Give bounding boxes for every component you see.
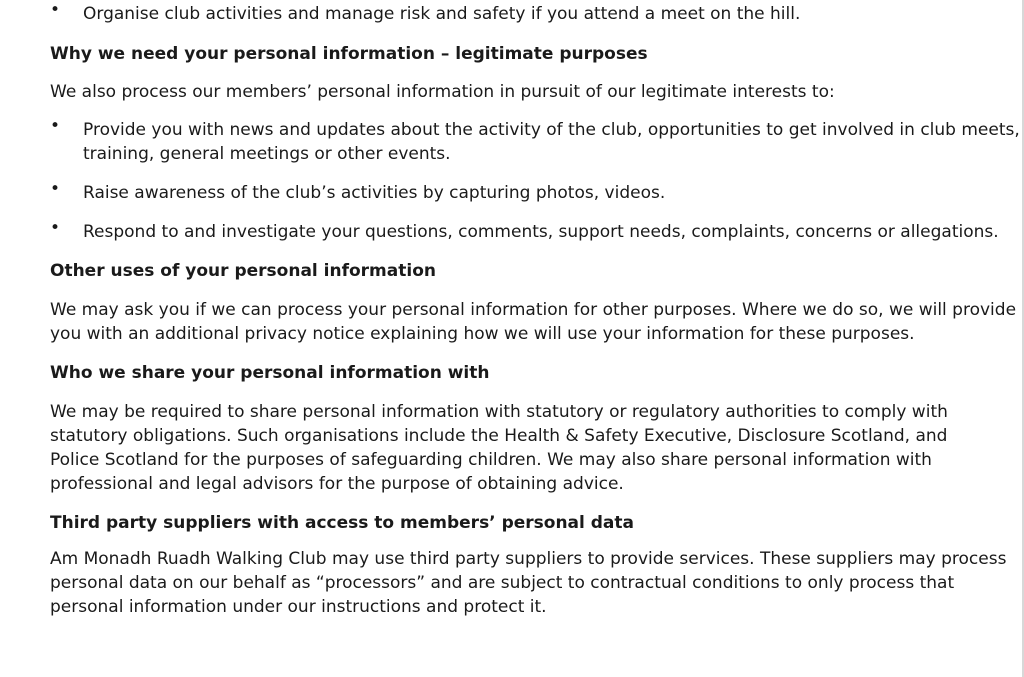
bullet-organise	[50, 2, 1020, 26]
heading-third-party: Third party suppliers with access to members’ personal data	[50, 513, 635, 533]
paragraph-legitimate-intro: We also process our members’ personal information in pursuit of our legitimate interests to:	[50, 82, 835, 102]
bullet-respond	[50, 220, 1020, 244]
bullet-dot: •	[50, 218, 61, 238]
bullet-dot: •	[50, 0, 61, 20]
bullet-awareness	[50, 181, 1020, 205]
document-page	[50, 2, 1020, 619]
paragraph-share: We may be required to share personal information with statutory or regulatory authorities to comply with statutory obligations. Such organisations include the Health & Safety Executive, Disclosure Scotland, and Police Scotland for the purposes of safeguarding children. We may also share personal information with professional and legal advisors for the purpose of obtaining advice.	[50, 402, 948, 494]
bullet-dot: •	[50, 116, 61, 136]
bullet-news-text: Provide you with news and updates about the activity of the club, opportunities to get involved in club meets, training, general meetings or other events.	[83, 120, 1020, 164]
heading-legitimate-purposes: Why we need your personal information – legitimate purposes	[50, 44, 648, 64]
bullet-respond-text: Respond to and investigate your questions, comments, support needs, complaints, concerns or allegations.	[83, 222, 999, 242]
heading-share: Who we share your personal information with	[50, 363, 490, 383]
heading-other-uses: Other uses of your personal information	[50, 261, 436, 281]
paragraph-other-uses: We may ask you if we can process your personal information for other purposes. Where we do so, we will provide you with an additional privacy notice explaining how we will use your information for these purposes.	[50, 300, 1017, 344]
bullet-dot: •	[50, 179, 61, 199]
bullet-organise-text: Organise club activities and manage risk and safety if you attend a meet on the hill.	[83, 4, 801, 24]
bullet-awareness-text: Raise awareness of the club’s activities by capturing photos, videos.	[83, 183, 666, 203]
paragraph-third-party: Am Monadh Ruadh Walking Club may use third party suppliers to provide services. These suppliers may process personal data on our behalf as “processors” and are subject to contractual conditions to only process that personal information under our instructions and protect it.	[50, 549, 1007, 617]
bullet-news	[50, 118, 1020, 166]
